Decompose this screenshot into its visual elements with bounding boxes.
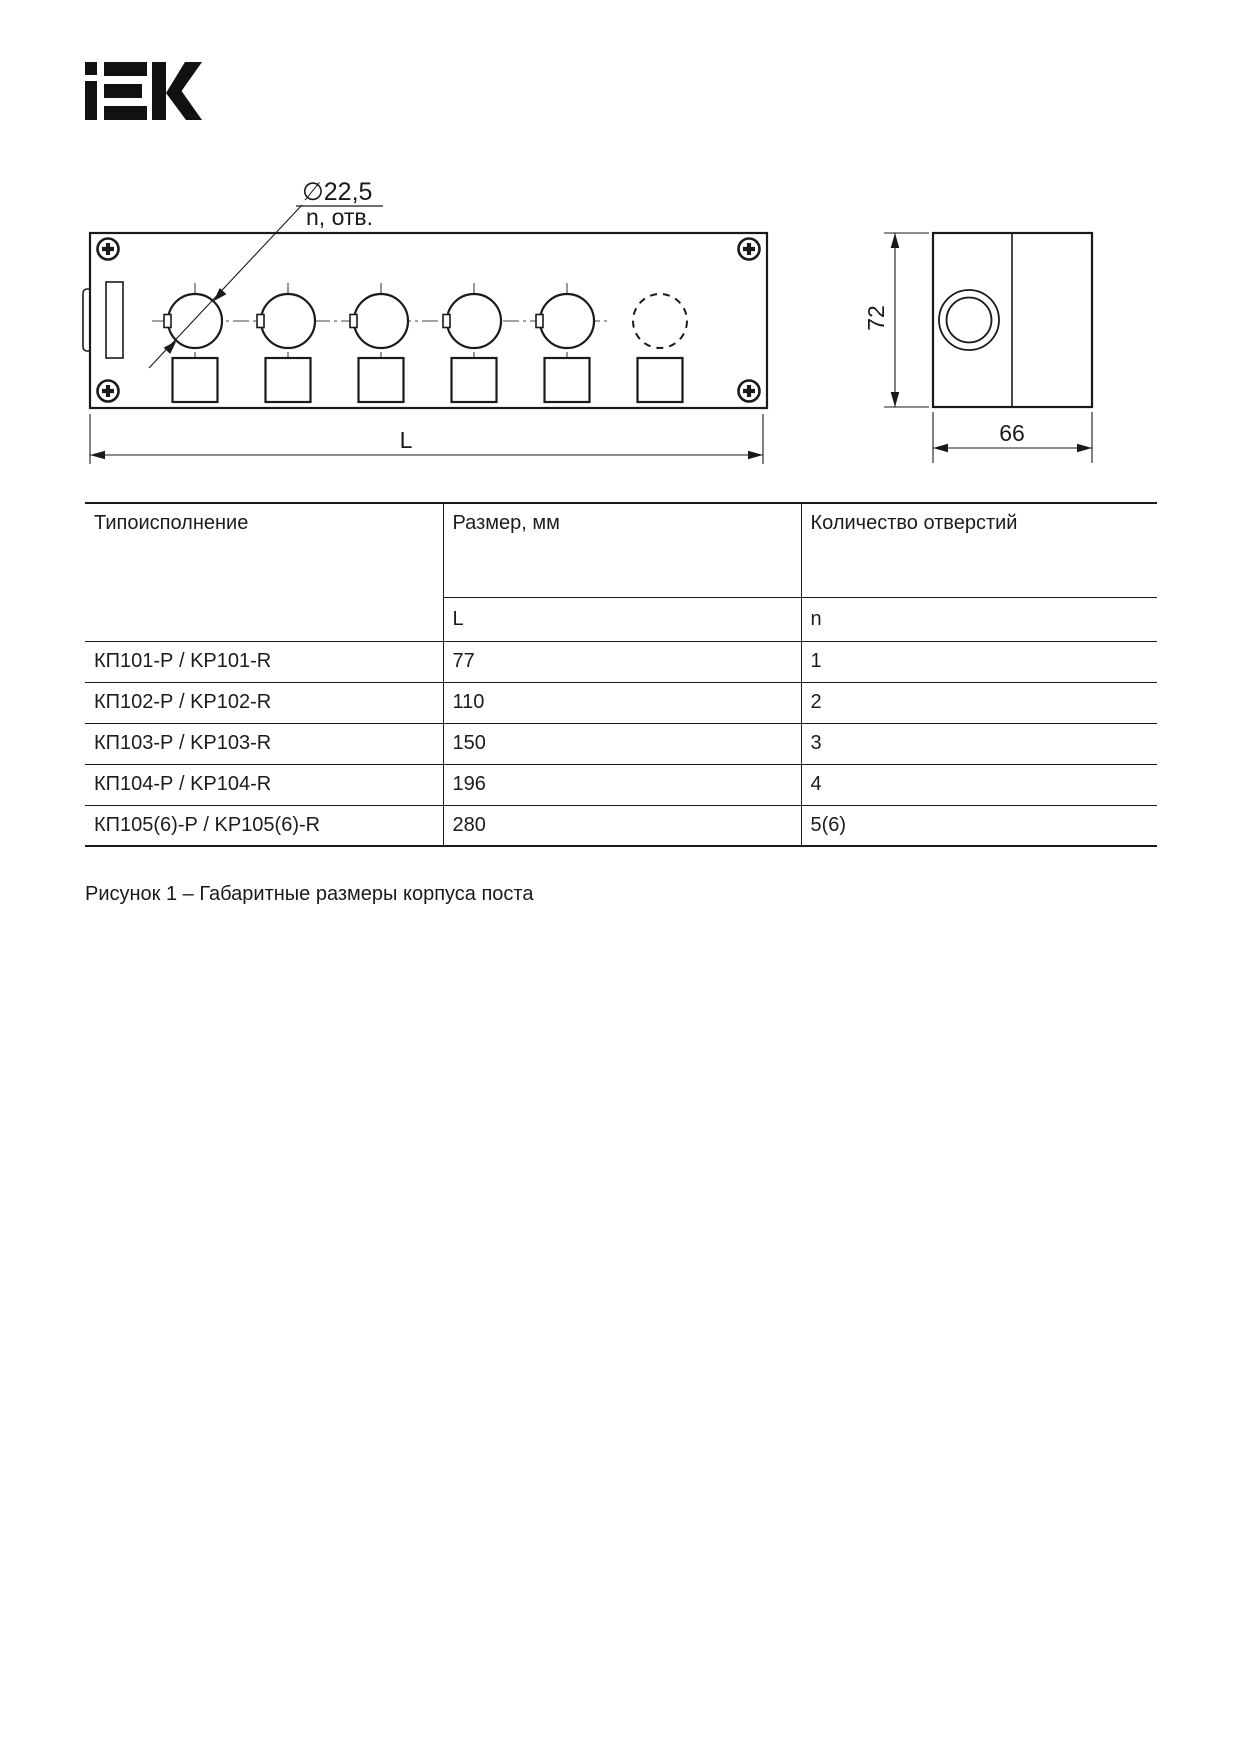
- logo-k-lower-arm: [166, 86, 202, 120]
- cell-type: КП103-Р / KP103-R: [85, 723, 443, 764]
- logo-k-stem: [152, 62, 166, 120]
- col-header-type: Типоисполнение: [85, 503, 443, 641]
- logo-e-top-bar: [104, 62, 147, 76]
- table-header-row: [85, 503, 1157, 597]
- col-header-size: Размер, мм: [443, 503, 801, 597]
- table-row: [85, 641, 1157, 682]
- dim-66-arrow-right: [1077, 444, 1092, 453]
- logo-e-mid-bar: [104, 84, 142, 98]
- dim-72-arrow-top: [891, 233, 900, 248]
- dim-72-label: 72: [863, 305, 889, 331]
- figure-caption: Рисунок 1 – Габаритные размеры корпуса поста: [85, 883, 534, 905]
- iek-logo: [85, 62, 202, 120]
- diameter-annotation: ∅22,5: [302, 178, 373, 206]
- cell-holes: 4: [801, 764, 1157, 805]
- table-row: [85, 682, 1157, 723]
- optional-hole-dashed: [633, 294, 687, 348]
- logo-i-dot: [85, 62, 97, 75]
- subheader-n: n: [801, 597, 1157, 641]
- cell-size: 77: [443, 641, 801, 682]
- logo-e-bottom-bar: [104, 106, 147, 120]
- holes-count-annotation: n, отв.: [306, 204, 374, 230]
- dim-66-arrow-left: [933, 444, 948, 453]
- cell-type: КП105(6)-Р / KP105(6)-R: [94, 813, 321, 836]
- col-header-holes: Количество отверстий: [801, 503, 1157, 597]
- cell-size: 196: [443, 764, 801, 805]
- logo-i-stem: [85, 81, 97, 120]
- dim-L-lines: [90, 414, 763, 464]
- cell-holes: 2: [801, 682, 1157, 723]
- table-row: [85, 723, 1157, 764]
- dim-L-arrow-right: [748, 451, 763, 460]
- cell-size: 280: [443, 805, 801, 846]
- table-row: [85, 805, 1157, 846]
- dimensions-table: [85, 502, 1157, 847]
- dim-L-label: L: [399, 427, 413, 453]
- dim-66-label: 66: [999, 420, 1025, 446]
- cell-type: КП101-Р / KP101-R: [85, 641, 443, 682]
- cell-size: 110: [443, 682, 801, 723]
- dim-72-arrow-bottom: [891, 392, 900, 407]
- cell-type: КП104-Р / KP104-R: [85, 764, 443, 805]
- dim-72-lines: [884, 233, 929, 407]
- cell-type: КП102-Р / KP102-R: [85, 682, 443, 723]
- cell-holes: 1: [801, 641, 1157, 682]
- cell-holes: 5(6): [801, 805, 1157, 846]
- dimensional-drawing: [70, 155, 1180, 470]
- cell-size: 150: [443, 723, 801, 764]
- subheader-L: L: [443, 597, 801, 641]
- dim-L-arrow-left: [90, 451, 105, 460]
- cell-holes: 3: [801, 723, 1157, 764]
- table-row: [85, 764, 1157, 805]
